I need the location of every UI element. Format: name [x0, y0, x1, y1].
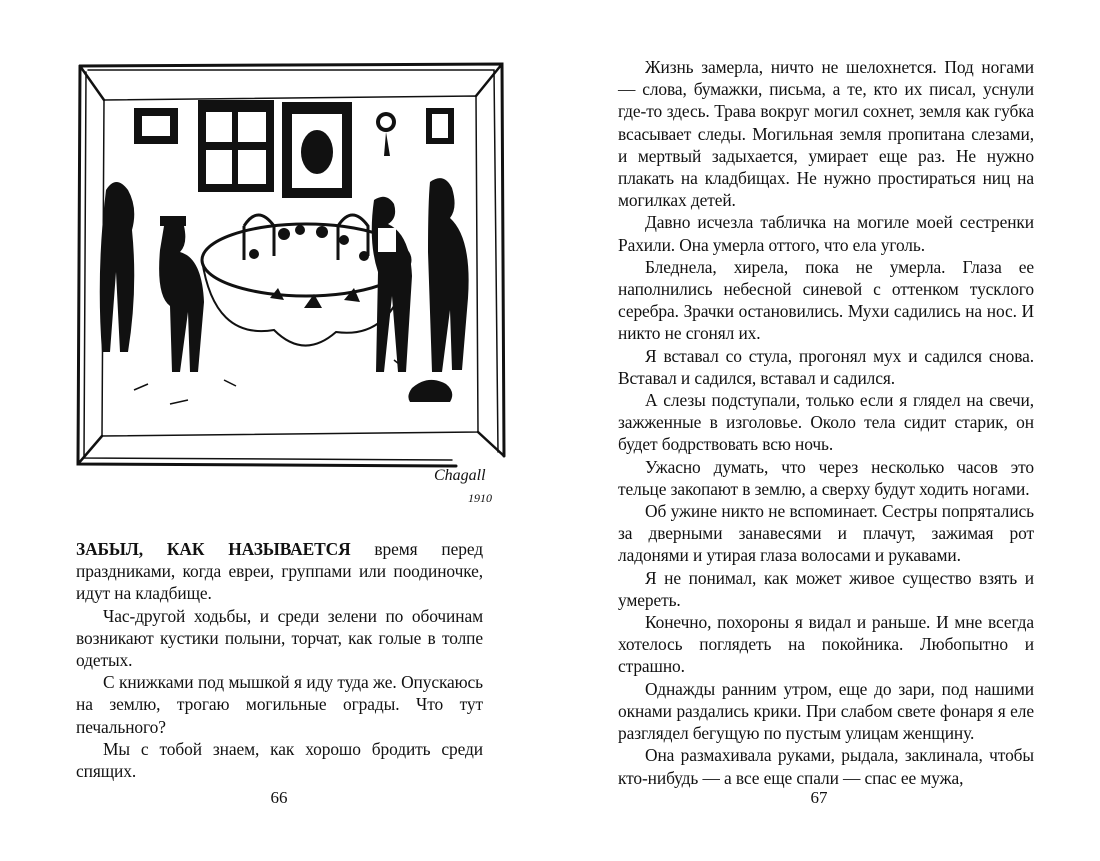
figure-left-standing: [100, 182, 135, 352]
page-number-right: 67: [810, 788, 828, 807]
figure-right-standing: [428, 178, 469, 372]
paragraph: Мы с тобой знаем, как хорошо бродить среди спящих.: [76, 738, 483, 782]
paragraph: А слезы подступали, только если я глядел на свечи, зажженные в изголовье. Около тела сидит старик, он будет бодрствовать всю ночь.: [618, 390, 1034, 455]
paragraph: С книжками под мышкой я иду туда же. Опускаюсь на землю, трогаю могильные ограды. Что тут печального?: [76, 672, 483, 737]
page-number-left: 66: [270, 788, 288, 807]
chagall-ink-drawing: [74, 60, 510, 520]
figure-seated-right: [372, 197, 412, 372]
paragraph: Она размахивала руками, рыдала, заклинала, чтобы кто-нибудь — а все еще спали — спас ее мужа,: [618, 745, 1034, 788]
paragraph: Ужасно думать, что через несколько часов это тельце закопают в землю, а сверху будут ходить ногами.: [618, 456, 1034, 499]
artist-signature: Chagall: [434, 467, 486, 484]
paragraph: Час-другой ходьбы, и среди зелени по обочинам возникают кустики полыни, торчат, как голые в толпе одетых.: [76, 605, 483, 671]
paragraph: Жизнь замерла, ничто не шелохнется. Под ногами — слова, бумажки, письма, а те, кто их писал, уснули где-то здесь. Трава вокруг могил сохнет, земля как губка всасывает следы. Могильная земля пропитана слезами, и мертвый задыхается, умирает еще раз. Не нужно плакать на кладбищах. Не нужно простираться ниц на могилках детей.: [618, 57, 1034, 211]
paragraph: Давно исчезла табличка на могиле моей сестренки Рахили. Она умерла оттого, что ела уголь.: [618, 212, 1034, 255]
paragraph: Однажды ранним утром, еще до зари, под нашими окнами раздались крики. При слабом свете фонаря я еле разглядел бегущую по пустым улицам женщину.: [618, 678, 1034, 744]
paragraph: Об ужине никто не вспоминает. Сестры попрятались за дверными занавесями и плачут, зажимая рот ладонями и утирая глаза волосами и рукавами.: [618, 501, 1034, 566]
cat-figure: [408, 380, 452, 402]
lead-in-rest: время перед праздниками, когда евреи, группами или поодиночке, идут на кладбище.: [76, 539, 483, 604]
paragraph: Я не понимал, как может живое существо взять и умереть.: [618, 567, 1034, 610]
paragraph: Конечно, похороны я видал и раньше. И мне всегда хотелось поглядеть на покойника. Любопытно и страшно.: [618, 612, 1034, 677]
paragraph: Бледнела, хирела, пока не умерла. Глаза ее наполнились небесной синевой с оттенком тусклого серебра. Зрачки остановились. Мухи садились на нос. И никто не сгонял их.: [618, 256, 1034, 344]
left-page-text: [76, 538, 483, 782]
lead-in-bold: ЗАБЫЛ, КАК НАЗЫВАЕТСЯ: [76, 539, 351, 559]
right-page-text: [618, 56, 1034, 789]
opening-paragraph: [76, 538, 483, 605]
figure-seated-left: [159, 216, 204, 372]
paragraph: Я вставал со стула, прогонял мух и садился снова. Вставал и садился, вставал и садился.: [618, 345, 1034, 388]
signature-date: 1910: [468, 491, 492, 505]
drawing-canvas: [74, 60, 510, 520]
